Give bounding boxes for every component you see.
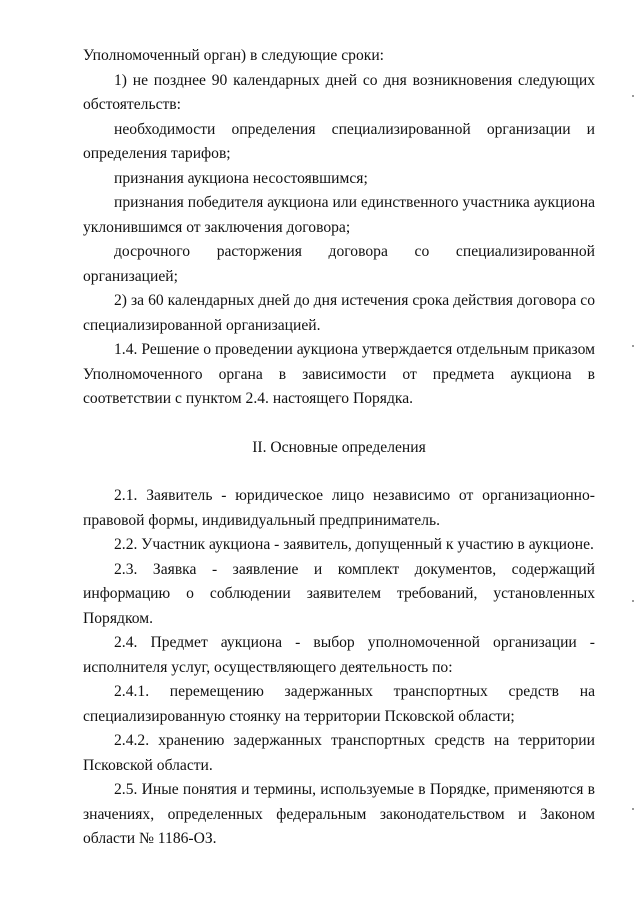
scan-mark [632,95,634,97]
section-heading: II. Основные определения [252,438,426,456]
paragraph-condition-termination: досрочного расторжения договора со специализированной организацией; [83,243,595,285]
scan-mark [632,808,634,810]
scan-mark [632,345,634,347]
scan-mark [632,600,634,602]
paragraph-2-4-2: 2.4.2. хранению задержанных транспортных средств на территории Псковской области. [83,732,595,774]
paragraph-2-3: 2.3. Заявка - заявление и комплект документов, содержащий информацию о соблюдении заявителем требований, установленных Порядком. [83,560,595,627]
paragraph-2-1: 2.1. Заявитель - юридическое лицо независимо от организационно-правовой формы, индивидуальный предприниматель. [83,487,595,529]
paragraph-deadline-90: 1) не позднее 90 календарных дней со дня возникновения следующих обстоятельств: [83,71,595,113]
paragraph-condition-evasion: признания победителя аукциона или единственного участника аукциона уклонившимся от заключения договора; [83,194,595,236]
paragraph-condition-failed-auction: признания аукциона несостоявшимся; [114,169,368,187]
paragraph-2-2: 2.2. Участник аукциона - заявитель, допущенный к участию в аукционе. [114,536,594,553]
paragraph-intro: Уполномоченный орган) в следующие сроки: [83,47,385,64]
paragraph-2-5: 2.5. Иные понятия и термины, используемые в Порядке, применяются в значениях, определенных федеральным законодательством и Законом области № 1186-ОЗ. [83,781,595,847]
paragraph-1-4: 1.4. Решение о проведении аукциона утверждается отдельным приказом Уполномоченного органа в зависимости от предмета аукциона в соответствии с пунктом 2.4. настоящего Порядка. [83,341,595,407]
paragraph-2-4: 2.4. Предмет аукциона - выбор уполномоченной организации - исполнителя услуг, осуществляющего деятельность по: [83,634,595,676]
paragraph-deadline-60: 2) за 60 календарных дней до дня истечения срока действия договора со специализированной организацией. [83,292,595,334]
paragraph-condition-necessity: необходимости определения специализированной организации и определения тарифов; [83,120,595,162]
document-body [83,44,595,852]
paragraph-2-4-1: 2.4.1. перемещению задержанных транспортных средств на специализированную стоянку на территории Псковской области; [83,683,595,725]
